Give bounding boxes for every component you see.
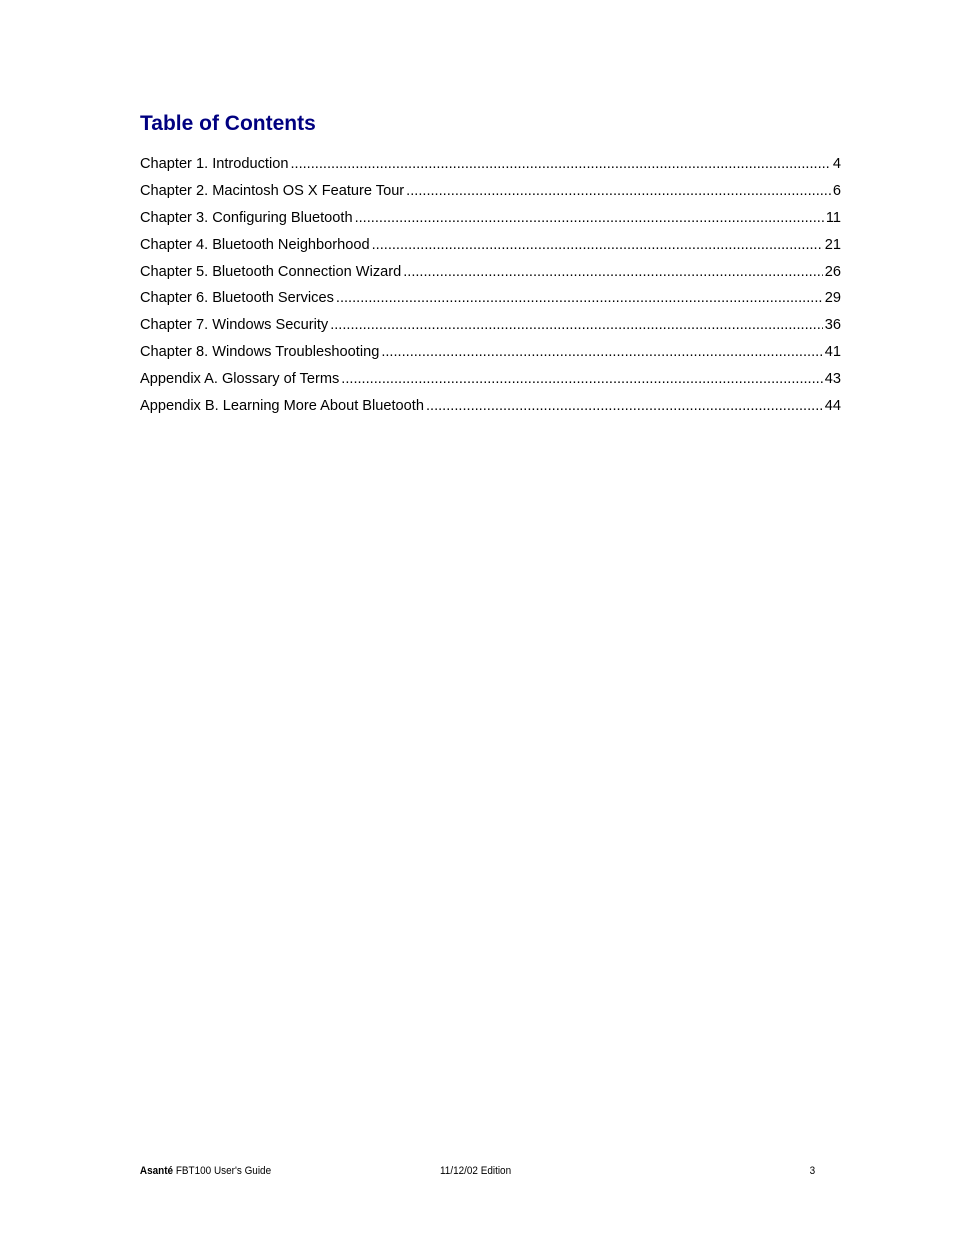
- toc-dot-leader: [403, 259, 823, 286]
- toc-entry[interactable]: [140, 205, 841, 232]
- toc-entry-label: Chapter 1. Introduction: [140, 156, 289, 172]
- toc-entry-page: 4: [832, 156, 841, 172]
- footer-page-number: 3: [809, 1165, 816, 1177]
- toc-entry-page: 21: [824, 236, 841, 253]
- page-title: Table of Contents: [140, 112, 316, 135]
- toc-dot-leader: [290, 151, 830, 178]
- toc-entry-label: Appendix B. Learning More About Bluetooth: [140, 398, 424, 415]
- toc-entry[interactable]: [140, 259, 841, 286]
- toc-entry-page: 29: [824, 290, 841, 307]
- toc-entry[interactable]: [140, 285, 841, 312]
- footer-brand: Asanté: [139, 1165, 174, 1177]
- toc-entry[interactable]: [140, 339, 841, 366]
- toc-dot-leader: [355, 205, 824, 232]
- toc-entry[interactable]: [140, 366, 841, 393]
- toc-dot-leader: [426, 393, 823, 420]
- toc-dot-leader: [406, 178, 831, 205]
- toc-entry-page: 43: [824, 371, 841, 388]
- toc-entry-label: Chapter 4. Bluetooth Neighborhood: [140, 236, 370, 253]
- toc-entry-label: Chapter 3. Configuring Bluetooth: [140, 209, 353, 226]
- footer-edition: 11/12/02 Edition: [440, 1165, 512, 1177]
- toc-dot-leader: [336, 285, 823, 312]
- toc-entry-label: Chapter 7. Windows Security: [140, 317, 329, 334]
- toc-entry-label: Chapter 6. Bluetooth Services: [140, 290, 334, 307]
- toc-entry-label: Chapter 8. Windows Troubleshooting: [140, 344, 380, 361]
- toc-entry-page: 26: [824, 263, 841, 280]
- toc-entry[interactable]: [140, 151, 841, 178]
- footer-guide-title: [140, 1163, 271, 1179]
- toc-entry-label: Chapter 5. Bluetooth Connection Wizard: [140, 263, 402, 280]
- toc-dot-leader: [330, 312, 823, 339]
- toc-entry[interactable]: [140, 312, 841, 339]
- toc-entry-page: 11: [825, 209, 841, 226]
- toc-entry[interactable]: [140, 393, 841, 420]
- toc-entry-page: 41: [824, 344, 841, 361]
- toc-dot-leader: [381, 339, 822, 366]
- toc-entry[interactable]: [140, 232, 841, 259]
- toc-entry-label: Chapter 2. Macintosh OS X Feature Tour: [140, 182, 405, 199]
- footer-guide: FBT100 User's Guide: [175, 1165, 272, 1177]
- toc-list: [140, 151, 841, 420]
- page-footer: [0, 1163, 840, 1179]
- toc-entry-label: Appendix A. Glossary of Terms: [140, 371, 340, 388]
- toc-entry-page: 6: [832, 182, 841, 199]
- toc-entry[interactable]: [140, 178, 841, 205]
- toc-entry-page: 36: [824, 317, 841, 334]
- toc-entry-page: 44: [824, 398, 841, 415]
- toc-dot-leader: [341, 366, 822, 393]
- toc-dot-leader: [372, 232, 823, 259]
